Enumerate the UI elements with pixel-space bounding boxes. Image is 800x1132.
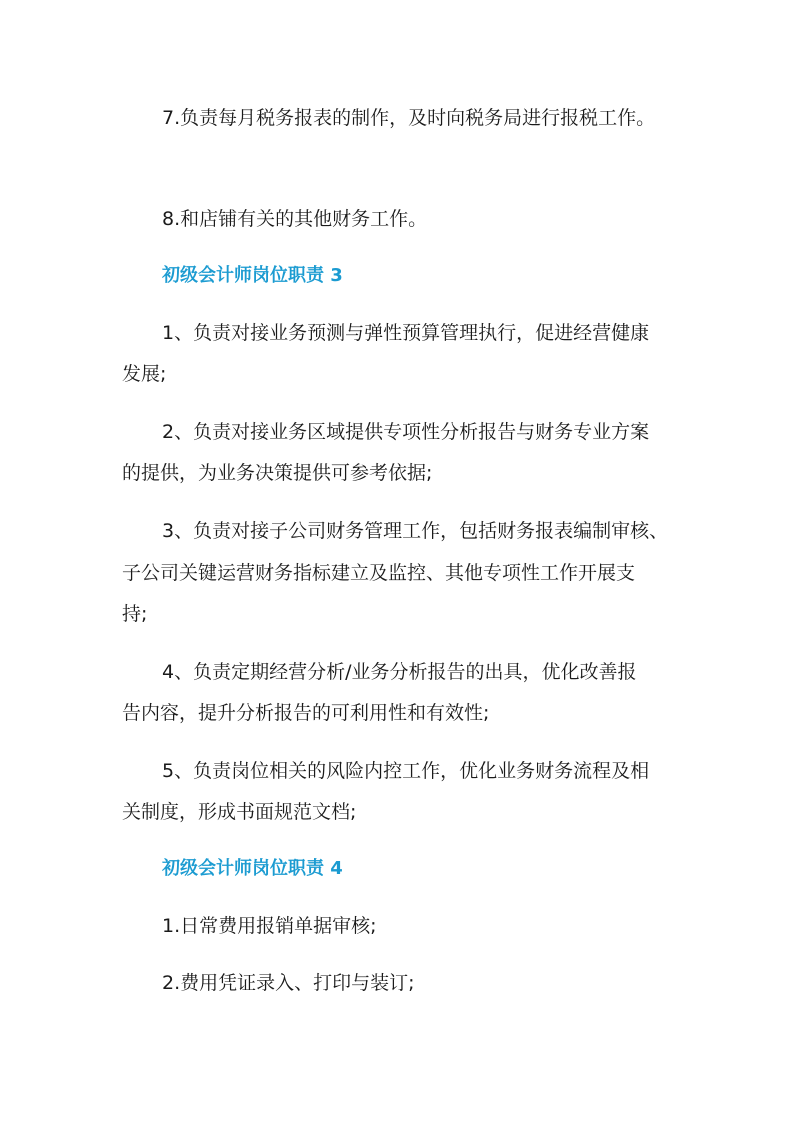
section-heading-3: 初级会计师岗位职责 3 <box>162 265 343 286</box>
s3-item5-line1: 5、负责岗位相关的风险内控工作，优化业务财务流程及相 <box>162 760 650 782</box>
s3-item2-line2: 的提供，为业务决策提供可参考依据; <box>122 462 433 484</box>
s3-item3-line1: 3、负责对接子公司财务管理工作，包括财务报表编制审核、 <box>162 520 669 542</box>
s3-item4-line1: 4、负责定期经营分析/业务分析报告的出具，优化改善报 <box>162 661 637 683</box>
list-item-8: 8.和店铺有关的其他财务工作。 <box>162 208 428 230</box>
s3-item3-line2: 子公司关键运营财务指标建立及监控、其他专项性工作开展支 <box>122 562 636 584</box>
s3-item1-line2: 发展; <box>122 363 167 385</box>
s3-item5-line2: 关制度，形成书面规范文档; <box>122 801 357 823</box>
s3-item4-line2: 告内容，提升分析报告的可利用性和有效性; <box>122 702 490 724</box>
s3-item1-line1: 1、负责对接业务预测与弹性预算管理执行，促进经营健康 <box>162 322 650 344</box>
section-heading-4: 初级会计师岗位职责 4 <box>162 858 343 879</box>
s3-item2-line1: 2、负责对接业务区域提供专项性分析报告与财务专业方案 <box>162 421 650 443</box>
s4-item1: 1.日常费用报销单据审核; <box>162 915 377 937</box>
s4-item2: 2.费用凭证录入、打印与装订; <box>162 972 415 994</box>
s3-item3-line3: 持; <box>122 603 148 625</box>
list-item-7: 7.负责每月税务报表的制作，及时向税务局进行报税工作。 <box>162 107 656 129</box>
